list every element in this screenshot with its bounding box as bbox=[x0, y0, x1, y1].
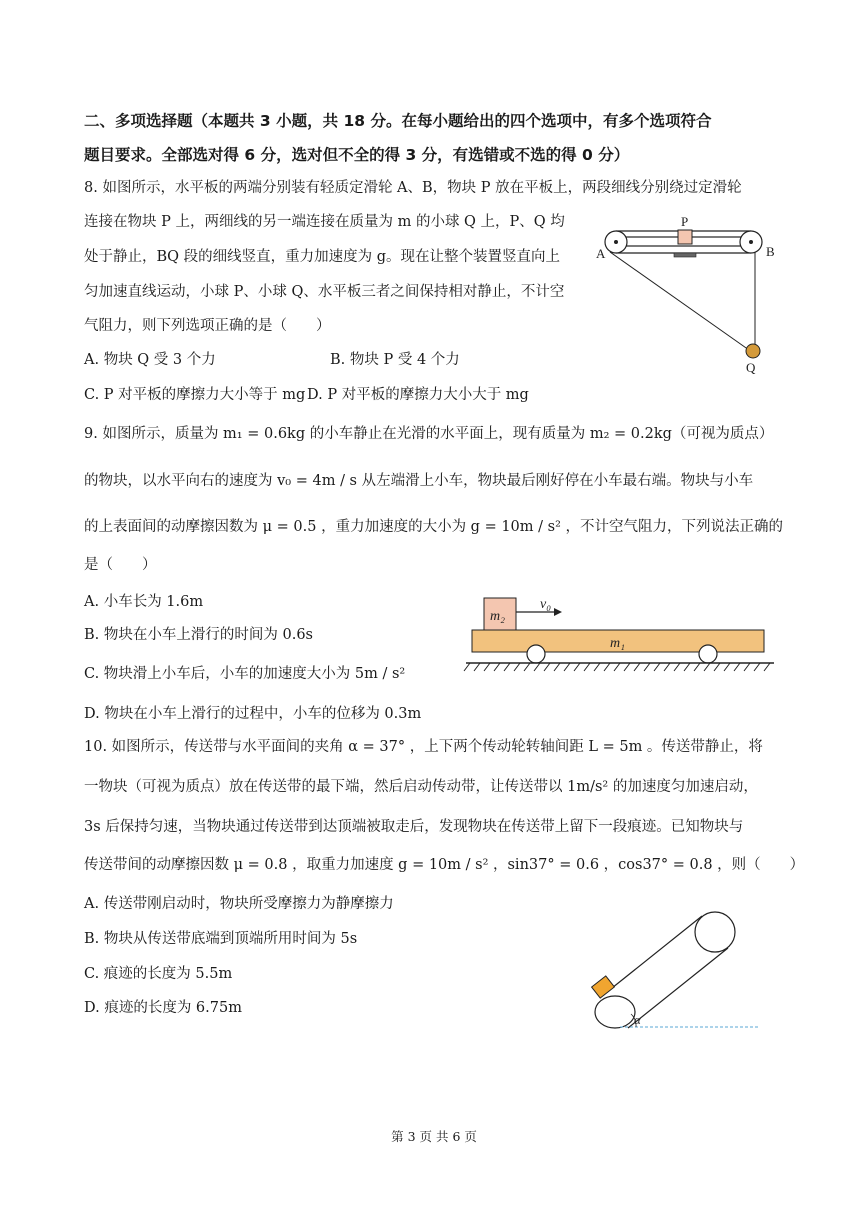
q8-option-d: D. P 对平板的摩擦力大小大于 mg bbox=[307, 387, 529, 403]
label-m1: m₁ bbox=[610, 636, 625, 651]
q9-option-b: B. 物块在小车上滑行的时间为 0.6s bbox=[84, 627, 313, 643]
label-a: A bbox=[596, 246, 606, 261]
ball-q bbox=[746, 344, 760, 358]
lower-pulley bbox=[595, 996, 635, 1028]
velocity-arrow bbox=[516, 608, 562, 616]
q9-cart-figure bbox=[462, 590, 780, 680]
q10-option-a: A. 传送带刚启动时，物块所受摩擦力为静摩擦力 bbox=[84, 896, 394, 912]
q8-option-a: A. 物块 Q 受 3 个力 bbox=[84, 352, 216, 368]
label-alpha: α bbox=[634, 1012, 641, 1027]
label-q: Q bbox=[746, 360, 756, 375]
q9-option-d: D. 物块在小车上滑行的过程中，小车的位移为 0.3m bbox=[84, 706, 422, 722]
q9-stem-line1: 9. 如图所示，质量为 m₁ = 0.6kg 的小车静止在光滑的水平面上，现有质量为 m₂ = 0.2kg（可视为质点） bbox=[84, 426, 774, 442]
q8-option-c: C. P 对平板的摩擦力大小等于 mg bbox=[84, 387, 306, 403]
page-footer: 第 3 页 共 6 页 bbox=[391, 1129, 477, 1144]
q9-stem-line4: 是（ ） bbox=[84, 557, 157, 573]
label-b: B bbox=[766, 244, 775, 259]
q8-option-b: B. 物块 P 受 4 个力 bbox=[330, 352, 460, 368]
upper-pulley bbox=[695, 912, 735, 952]
block-p bbox=[678, 230, 692, 244]
ground bbox=[464, 663, 774, 671]
q8-stem-line1: 8. 如图所示，水平板的两端分别装有轻质定滑轮 A、B，物块 P 放在平板上，两段细线分别绕过定滑轮 bbox=[84, 180, 742, 196]
q9-option-a: A. 小车长为 1.6m bbox=[84, 594, 204, 610]
q9-option-c: C. 物块滑上小车后，小车的加速度大小为 5m / s² bbox=[84, 666, 406, 682]
block-p-base bbox=[674, 253, 696, 257]
q10-stem-line2: 一物块（可视为质点）放在传送带的最下端，然后启动传动带，让传送带以 1m/s² 的加速度匀加速启动， bbox=[84, 779, 758, 795]
q10-option-d: D. 痕迹的长度为 6.75m bbox=[84, 1000, 242, 1016]
q10-option-c: C. 痕迹的长度为 5.5m bbox=[84, 966, 233, 982]
string-aq bbox=[610, 252, 749, 350]
q8-stem-line3: 处于静止，BQ 段的细线竖直，重力加速度为 g。现在让整个装置竖直向上 bbox=[84, 249, 561, 265]
label-p: P bbox=[681, 214, 689, 229]
q8-pulley-figure bbox=[596, 210, 786, 380]
q10-option-b: B. 物块从传送带底端到顶端所用时间为 5s bbox=[84, 931, 358, 947]
q10-stem-line4: 传送带间的动摩擦因数 μ = 0.8 ，取重力加速度 g = 10m / s² ，sin37° = 0.6 ，cos37° = 0.8 ，则（ ） bbox=[84, 857, 805, 873]
q10-conveyor-figure bbox=[584, 900, 774, 1040]
label-v0: v₀ bbox=[540, 597, 552, 612]
label-m2: m₂ bbox=[490, 609, 505, 624]
pulley-a bbox=[605, 231, 627, 253]
q8-stem-line5: 气阻力，则下列选项正确的是（ ） bbox=[84, 318, 331, 334]
q10-stem-line3: 3s 后保持匀速，当物块通过传送带到达顶端被取走后，发现物块在传送带上留下一段痕迹。已知物块与 bbox=[84, 819, 744, 835]
q8-stem-line4: 匀加速直线运动，小球 P、小球 Q、水平板三者之间保持相对静止，不计空 bbox=[84, 284, 565, 300]
pulley-b bbox=[740, 231, 762, 253]
wheel-right bbox=[699, 645, 717, 663]
q9-stem-line3: 的上表面间的动摩擦因数为 μ = 0.5 ，重力加速度的大小为 g = 10m / s² ，不计空气阻力，下列说法正确的 bbox=[84, 519, 783, 535]
block-on-belt bbox=[592, 976, 615, 998]
section-heading-line2: 题目要求。全部选对得 6 分，选对但不全的得 3 分，有选错或不选的得 0 分） bbox=[84, 146, 630, 164]
section-heading-line1: 二、多项选择题（本题共 3 小题，共 18 分。在每小题给出的四个选项中，有多个选项符合 bbox=[84, 112, 712, 130]
wheel-left bbox=[527, 645, 545, 663]
q8-stem-line2: 连接在物块 P 上，两细线的另一端连接在质量为 m 的小球 Q 上，P、Q 均 bbox=[84, 214, 565, 230]
q10-stem-line1: 10. 如图所示，传送带与水平面间的夹角 α = 37° ，上下两个传动轮转轴间距 L = 5m 。传送带静止，将 bbox=[84, 739, 763, 755]
q9-stem-line2: 的物块，以水平向右的速度为 v₀ = 4m / s 从左端滑上小车，物块最后刚好停在小车最右端。物块与小车 bbox=[84, 473, 754, 489]
